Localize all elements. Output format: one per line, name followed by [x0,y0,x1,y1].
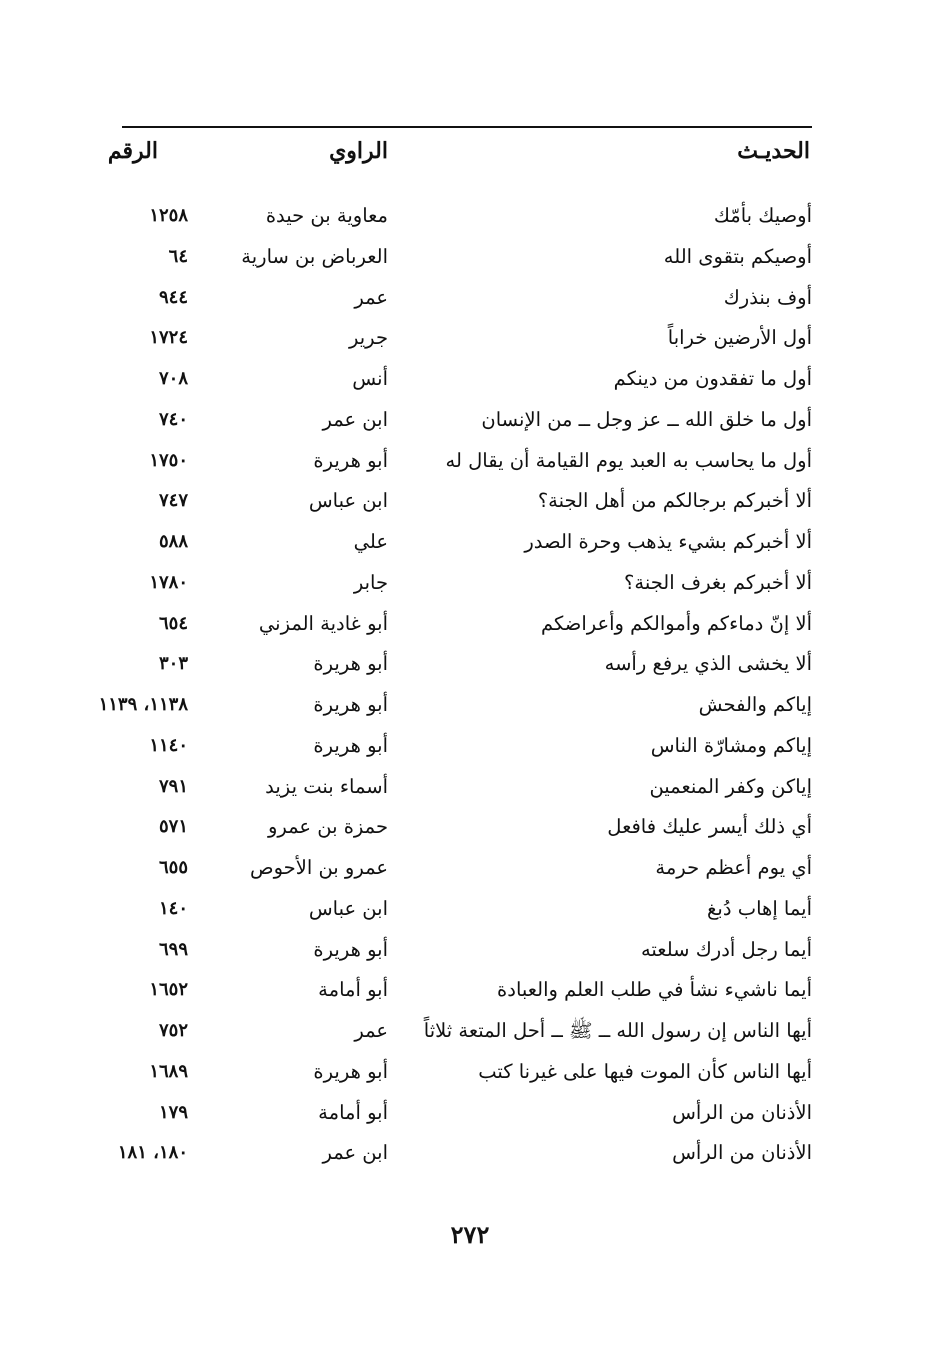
header-narrator: الراوي [329,138,388,164]
hadith-number: ١٧٩ [158,1101,188,1123]
narrator-name: علي [353,530,388,553]
table-header [0,138,940,172]
hadith-number: ٧٠٨ [158,368,188,389]
narrator-name: عمرو بن الأحوص [250,856,388,879]
table-row [0,646,940,687]
table-row [0,402,940,443]
table-row [0,361,940,402]
table-row [0,769,940,810]
hadith-text: ألا يخشى الذي يرفع رأسه [604,652,812,676]
header-number: الرقم [107,138,158,164]
hadith-number: ٦٥٥ [158,857,188,878]
narrator-name: ابن عمر [322,407,388,431]
hadith-text: ألا أخبركم بشيء يذهب وحرة الصدر [524,530,812,553]
narrator-name: أبو هريرة [313,1059,388,1083]
table-row [0,891,940,932]
hadith-number: ١١٤٠ [149,734,188,756]
hadith-text: أوصيك بأمّك [713,204,812,227]
hadith-number: ٩٤٤ [158,286,188,308]
hadith-number: ١٧٢٤ [149,327,188,349]
hadith-text: أيما رجل أدرك سلعته [640,937,812,961]
hadith-number: ٥٧١ [158,816,188,838]
table-row [0,809,940,850]
hadith-number: ٣٠٣ [158,653,188,675]
hadith-text: ألا أخبركم بغرف الجنة؟ [624,570,812,594]
table-row [0,1013,940,1054]
hadith-text: أول ما يحاسب به العبد يوم القيامة أن يقال له [445,448,812,472]
narrator-name: أسماء بنت يزيد [265,774,388,798]
hadith-text: أيما ناشيء نشأ في طلب العلم والعبادة [497,978,812,1002]
index-table [0,198,940,1176]
hadith-text: أوف بنذرك [723,285,812,309]
hadith-number: ٦٩٩ [158,938,188,960]
table-row [0,1095,940,1136]
hadith-text: أوصيكم بتقوى الله [663,244,812,268]
narrator-name: أبو أمامة [318,978,388,1002]
narrator-name: أبو أمامة [318,1100,388,1124]
hadith-number: ١٦٥٢ [149,979,188,1001]
hadith-number: ١١٣٨، ١١٣٩ [98,694,188,715]
hadith-number: ١٨٠، ١٨١ [117,1142,188,1164]
hadith-text: أي يوم أعظم حرمة [655,856,812,879]
hadith-number: ٦٤ [168,245,188,267]
table-row [0,850,940,891]
hadith-text: أيها الناس كأن الموت فيها على غيرنا كتب [478,1059,812,1083]
hadith-text: ألا أخبركم برجالكم من أهل الجنة؟ [537,489,812,513]
hadith-text: إياكم والفحش [698,693,812,716]
hadith-number: ١٧٨٠ [149,571,188,593]
hadith-number: ١٢٥٨ [149,205,188,226]
hadith-text: أيما إهاب دُبغ [707,896,812,920]
narrator-name: ابن عباس [308,489,388,513]
hadith-text: أول الأرضين خراباً [667,326,812,350]
narrator-name: أبو هريرة [313,733,388,757]
hadith-text: الأذنان من الرأس [672,1141,812,1165]
narrator-name: أبو هريرة [313,937,388,961]
narrator-name: أبو هريرة [313,652,388,676]
table-row [0,198,940,239]
header-hadith: الحديـث [737,138,810,164]
table-row [0,524,940,565]
table-row [0,687,940,728]
narrator-name: عمر [354,1019,388,1042]
table-row [0,443,940,484]
hadith-number: ٧٤٧ [158,490,188,512]
hadith-text: أيها الناس إن رسول الله ــ ﷺ ــ أحل المتعة ثلاثاً [423,1019,812,1042]
table-row [0,239,940,280]
narrator-name: عمر [354,285,388,309]
table-row [0,565,940,606]
narrator-name: جرير [349,326,388,350]
hadith-text: إياكن وكفر المنعمين [649,774,812,798]
hadith-text: أول ما خلق الله ــ عز وجل ــ من الإنسان [481,407,812,431]
narrator-name: أبو هريرة [313,448,388,472]
hadith-number: ١٦٨٩ [149,1060,188,1082]
table-row [0,280,940,321]
hadith-text: أول ما تفقدون من دينكم [613,367,812,390]
hadith-number: ٧٩١ [158,775,188,797]
table-row [0,972,940,1013]
table-row [0,606,940,647]
narrator-name: ابن عباس [308,896,388,920]
hadith-number: ١٧٥٠ [149,449,188,471]
narrator-name: جابر [353,570,388,594]
narrator-name: أبو غادية المزني [258,611,388,635]
narrator-name: أنس [352,367,388,390]
narrator-name: العرباض بن سارية [241,244,388,268]
hadith-number: ١٤٠ [158,897,188,919]
narrator-name: معاوية بن حيدة [265,204,388,227]
table-row [0,728,940,769]
table-row [0,483,940,524]
page-number: ٢٧٢ [450,1220,490,1249]
narrator-name: حمزة بن عمرو [267,815,388,839]
hadith-number: ٥٨٨ [158,531,188,552]
hadith-text: ألا إنّ دماءكم وأموالكم وأعراضكم [541,611,812,635]
hadith-text: الأذنان من الرأس [672,1100,812,1124]
hadith-number: ٧٥٢ [158,1020,188,1041]
hadith-text: إياكم ومشارّة الناس [650,733,812,757]
table-row [0,1054,940,1095]
narrator-name: ابن عمر [322,1141,388,1165]
header-rule [122,126,812,128]
hadith-text: أي ذلك أيسر عليك فافعل [607,815,812,839]
hadith-number: ٧٤٠ [158,408,188,430]
table-row [0,320,940,361]
narrator-name: أبو هريرة [313,693,388,716]
table-row [0,1135,940,1176]
table-row [0,932,940,973]
hadith-number: ٦٥٤ [158,612,188,634]
